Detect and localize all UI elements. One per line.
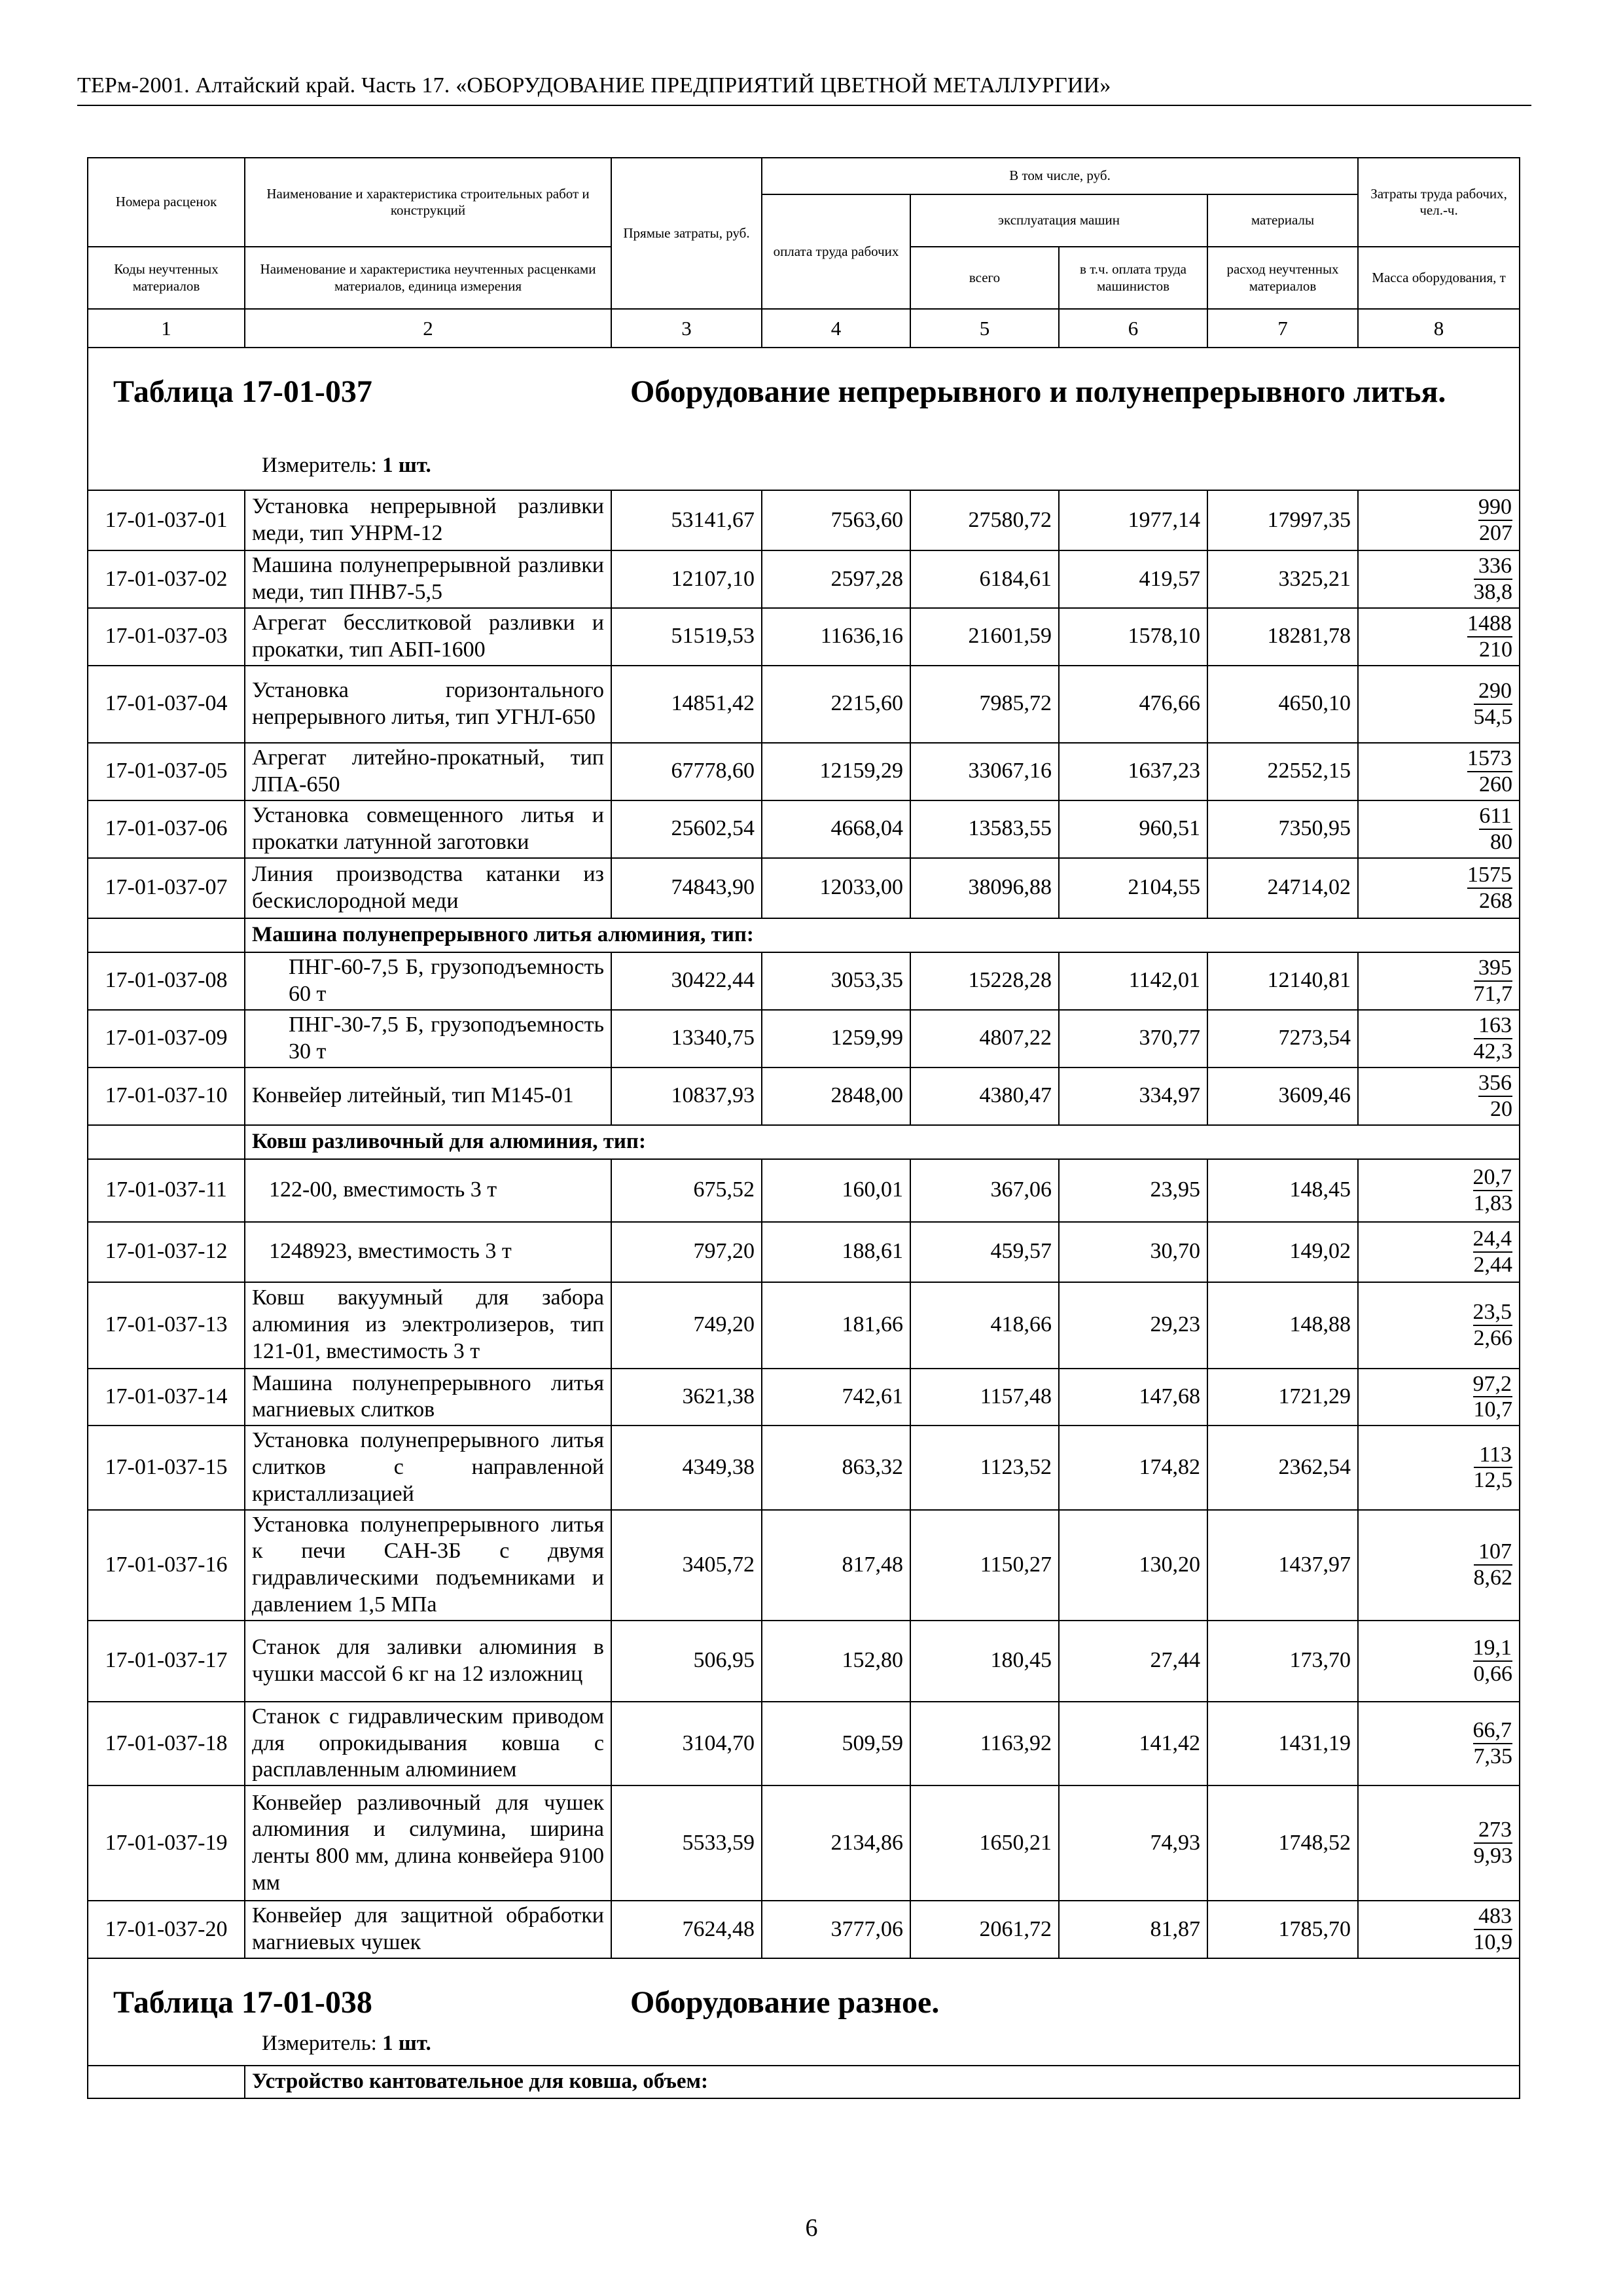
- labor-mass-fraction: [1358, 858, 1520, 918]
- materials-cost: 1437,97: [1207, 1510, 1358, 1621]
- direct-cost: 10837,93: [611, 1067, 762, 1125]
- labor-wages: 3053,35: [762, 952, 910, 1010]
- labor-mass-fraction: [1358, 1222, 1520, 1282]
- rows-group-b: [88, 952, 1520, 1067]
- table-row: [88, 743, 1520, 800]
- materials-cost: 1431,19: [1207, 1702, 1358, 1785]
- materials-cost: 148,88: [1207, 1282, 1358, 1369]
- equipment-mass: 1,83: [1473, 1191, 1513, 1215]
- header-col3: Прямые затраты, руб.: [611, 158, 762, 309]
- operator-wages: 334,97: [1059, 1067, 1207, 1125]
- equipment-mass: 8,62: [1473, 1566, 1513, 1590]
- labor-mass-fraction: [1358, 1702, 1520, 1785]
- labor-hours: 97,2: [1473, 1372, 1513, 1398]
- table-row: [88, 1621, 1520, 1702]
- machine-cost: 418,66: [910, 1282, 1059, 1369]
- operator-wages: 1142,01: [1059, 952, 1207, 1010]
- fraction: [1474, 554, 1513, 603]
- table-row: [88, 666, 1520, 743]
- rate-code: 17-01-037-12: [88, 1222, 245, 1282]
- fraction: [1474, 1014, 1513, 1063]
- labor-hours: 483: [1474, 1905, 1513, 1930]
- rate-code: 17-01-037-06: [88, 800, 245, 858]
- subheading-row: [88, 918, 1520, 952]
- header-materials: материалы: [1207, 194, 1358, 247]
- labor-wages: 188,61: [762, 1222, 910, 1282]
- labor-wages: 3777,06: [762, 1901, 910, 1958]
- direct-cost: 3104,70: [611, 1702, 762, 1785]
- table-37-description: Оборудование непрерывного и полунепрерывного литья.: [630, 374, 1446, 409]
- operator-wages: 1578,10: [1059, 608, 1207, 666]
- materials-cost: 22552,15: [1207, 743, 1358, 800]
- labor-wages: 2848,00: [762, 1067, 910, 1125]
- labor-wages: 12159,29: [762, 743, 910, 800]
- work-name: 1248923, вместимость 3 т: [245, 1222, 611, 1282]
- materials-cost: 17997,35: [1207, 490, 1358, 550]
- operator-wages: 130,20: [1059, 1510, 1207, 1621]
- operator-wages: 1977,14: [1059, 490, 1207, 550]
- equipment-mass: 80: [1490, 829, 1513, 854]
- work-name: ПНГ-30-7,5 Б, грузоподъемность 30 т: [245, 1010, 611, 1067]
- work-name: ПНГ-60-7,5 Б, грузоподъемность 60 т: [245, 952, 611, 1010]
- operator-wages: 74,93: [1059, 1785, 1207, 1901]
- fraction: [1473, 1636, 1513, 1685]
- column-number: 3: [611, 309, 762, 348]
- work-name: Конвейер разливочный для чушек алюминия и силумина, ширина ленты 800 мм, длина конвейера 9100 мм: [245, 1785, 611, 1901]
- labor-hours: 273: [1474, 1818, 1513, 1844]
- operator-wages: 29,23: [1059, 1282, 1207, 1369]
- equipment-mass: 71,7: [1473, 981, 1513, 1006]
- machine-cost: 4380,47: [910, 1067, 1059, 1125]
- rate-code: 17-01-037-05: [88, 743, 245, 800]
- table-row: [88, 1785, 1520, 1901]
- column-number: 2: [245, 309, 611, 348]
- machine-cost: 367,06: [910, 1159, 1059, 1222]
- meter-label: Измеритель:: [262, 454, 377, 477]
- table-38-description: Оборудование разное.: [630, 1984, 940, 2020]
- work-name: Установка совмещенного литья и прокатки латунной заготовки: [245, 800, 611, 858]
- work-name: Ковш вакуумный для забора алюминия из электролизеров, тип 121-01, вместимость 3 т: [245, 1282, 611, 1369]
- rate-code: 17-01-037-17: [88, 1621, 245, 1702]
- machine-cost: 27580,72: [910, 490, 1059, 550]
- rate-code: 17-01-037-07: [88, 858, 245, 918]
- fraction: [1467, 612, 1512, 661]
- rate-code: 17-01-037-20: [88, 1901, 245, 1958]
- column-number: 1: [88, 309, 245, 348]
- rate-code: 17-01-037-08: [88, 952, 245, 1010]
- column-numbers-row: [88, 309, 1520, 348]
- header-col7: расход неучтенных материалов: [1207, 247, 1358, 309]
- direct-cost: 7624,48: [611, 1901, 762, 1958]
- header-col1-top: Номера расценок: [88, 158, 245, 247]
- labor-wages: 509,59: [762, 1702, 910, 1785]
- header-col1-bottom: Коды неучтенных материалов: [88, 247, 245, 309]
- work-name: Конвейер для защитной обработки магниевых чушек: [245, 1901, 611, 1958]
- labor-hours: 395: [1474, 956, 1513, 982]
- labor-mass-fraction: [1358, 1010, 1520, 1067]
- direct-cost: 67778,60: [611, 743, 762, 800]
- table-row: [88, 1222, 1520, 1282]
- header-rule: [77, 105, 1531, 106]
- subheading-aluminium-machine: Машина полунепрерывного литья алюминия, тип:: [245, 918, 1520, 952]
- labor-wages: 11636,16: [762, 608, 910, 666]
- rows-group-d: [88, 1282, 1520, 1958]
- direct-cost: 4349,38: [611, 1426, 762, 1509]
- subheading-row: [88, 1125, 1520, 1159]
- rate-code: 17-01-037-04: [88, 666, 245, 743]
- equipment-mass: 20: [1490, 1096, 1513, 1121]
- table-row: [88, 550, 1520, 608]
- labor-hours: 1488: [1467, 612, 1512, 637]
- table-row: [88, 1010, 1520, 1067]
- operator-wages: 2104,55: [1059, 858, 1207, 918]
- meter-value: 1 шт.: [382, 2031, 431, 2055]
- materials-cost: 173,70: [1207, 1621, 1358, 1702]
- machine-cost: 13583,55: [910, 800, 1059, 858]
- labor-wages: 2134,86: [762, 1785, 910, 1901]
- rate-code: 17-01-037-03: [88, 608, 245, 666]
- labor-wages: 181,66: [762, 1282, 910, 1369]
- operator-wages: 1637,23: [1059, 743, 1207, 800]
- operator-wages: 370,77: [1059, 1010, 1207, 1067]
- labor-mass-fraction: [1358, 1369, 1520, 1426]
- equipment-mass: 210: [1479, 637, 1513, 662]
- table-row: [88, 1159, 1520, 1222]
- operator-wages: 476,66: [1059, 666, 1207, 743]
- direct-cost: 749,20: [611, 1282, 762, 1369]
- operator-wages: 960,51: [1059, 800, 1207, 858]
- machine-cost: 38096,88: [910, 858, 1059, 918]
- labor-hours: 20,7: [1473, 1166, 1513, 1191]
- fraction: [1474, 1818, 1513, 1867]
- rate-code: 17-01-037-19: [88, 1785, 245, 1901]
- labor-mass-fraction: [1358, 1621, 1520, 1702]
- rows-group-a: [88, 490, 1520, 918]
- equipment-mass: 9,93: [1473, 1844, 1513, 1869]
- work-name: Установка полунепрерывного литья слитков с направленной кристаллизацией: [245, 1426, 611, 1509]
- header-col5: всего: [910, 247, 1059, 309]
- materials-cost: 149,02: [1207, 1222, 1358, 1282]
- subheading-tilting-device: Устройство кантовательное для ковша, объем:: [245, 2066, 1520, 2098]
- work-name: Конвейер литейный, тип М145-01: [245, 1067, 611, 1125]
- operator-wages: 27,44: [1059, 1621, 1207, 1702]
- materials-cost: 24714,02: [1207, 858, 1358, 918]
- table-37-heading-row: [88, 348, 1520, 490]
- table-38-title: Таблица 17-01-038: [113, 1984, 372, 2020]
- labor-hours: 66,7: [1473, 1719, 1513, 1744]
- labor-mass-fraction: [1358, 1426, 1520, 1509]
- labor-wages: 742,61: [762, 1369, 910, 1426]
- labor-mass-fraction: [1358, 800, 1520, 858]
- machine-cost: 180,45: [910, 1621, 1059, 1702]
- work-name: Линия производства катанки из бескислородной меди: [245, 858, 611, 918]
- materials-cost: 148,45: [1207, 1159, 1358, 1222]
- labor-wages: 152,80: [762, 1621, 910, 1702]
- labor-hours: 990: [1478, 495, 1512, 521]
- running-header: ТЕРм-2001. Алтайский край. Часть 17. «ОБОРУДОВАНИЕ ПРЕДПРИЯТИЙ ЦВЕТНОЙ МЕТАЛЛУРГИИ»: [77, 73, 1111, 98]
- direct-cost: 25602,54: [611, 800, 762, 858]
- machine-cost: 2061,72: [910, 1901, 1059, 1958]
- meter-value: 1 шт.: [382, 454, 431, 477]
- labor-mass-fraction: [1358, 1159, 1520, 1222]
- materials-cost: 1748,52: [1207, 1785, 1358, 1901]
- machine-cost: 33067,16: [910, 743, 1059, 800]
- direct-cost: 53141,67: [611, 490, 762, 550]
- fraction: [1473, 1166, 1513, 1215]
- labor-hours: 1575: [1467, 863, 1512, 889]
- machine-cost: 1650,21: [910, 1785, 1059, 1901]
- rate-code: 17-01-037-09: [88, 1010, 245, 1067]
- direct-cost: 13340,75: [611, 1010, 762, 1067]
- equipment-mass: 207: [1479, 521, 1513, 545]
- rate-code: 17-01-037-15: [88, 1426, 245, 1509]
- fraction: [1474, 956, 1513, 1005]
- direct-cost: 51519,53: [611, 608, 762, 666]
- fraction: [1479, 804, 1512, 853]
- labor-hours: 1573: [1467, 747, 1512, 772]
- table-row: [88, 1369, 1520, 1426]
- direct-cost: 5533,59: [611, 1785, 762, 1901]
- table-37-title: Таблица 17-01-037: [113, 374, 372, 409]
- subheading-row: [88, 2066, 1520, 2098]
- operator-wages: 147,68: [1059, 1369, 1207, 1426]
- direct-cost: 675,52: [611, 1159, 762, 1222]
- table-row: [88, 952, 1520, 1010]
- machine-cost: 4807,22: [910, 1010, 1059, 1067]
- labor-hours: 163: [1474, 1014, 1513, 1039]
- equipment-mass: 268: [1479, 888, 1513, 913]
- labor-hours: 356: [1478, 1071, 1512, 1097]
- column-number: 4: [762, 309, 910, 348]
- materials-cost: 2362,54: [1207, 1426, 1358, 1509]
- operator-wages: 174,82: [1059, 1426, 1207, 1509]
- labor-wages: 2215,60: [762, 666, 910, 743]
- operator-wages: 23,95: [1059, 1159, 1207, 1222]
- direct-cost: 3405,72: [611, 1510, 762, 1621]
- table-row: [88, 1067, 1520, 1125]
- rate-code: 17-01-037-13: [88, 1282, 245, 1369]
- fraction: [1473, 1300, 1513, 1350]
- labor-wages: 817,48: [762, 1510, 910, 1621]
- header-col8-bottom: Масса оборудования, т: [1358, 247, 1520, 309]
- work-name: Установка непрерывной разливки меди, тип УНРМ-12: [245, 490, 611, 550]
- operator-wages: 81,87: [1059, 1901, 1207, 1958]
- operator-wages: 419,57: [1059, 550, 1207, 608]
- equipment-mass: 10,7: [1473, 1397, 1513, 1422]
- work-name: Установка полунепрерывного литья к печи САН-3Б с двумя гидравлическими подъемниками и давлением 1,5 МПа: [245, 1510, 611, 1621]
- materials-cost: 1785,70: [1207, 1901, 1358, 1958]
- table-row: [88, 858, 1520, 918]
- machine-cost: 7985,72: [910, 666, 1059, 743]
- fraction: [1473, 1719, 1513, 1768]
- fraction: [1478, 495, 1512, 545]
- table-row: [88, 1702, 1520, 1785]
- labor-mass-fraction: [1358, 490, 1520, 550]
- materials-cost: 4650,10: [1207, 666, 1358, 743]
- fraction: [1474, 1905, 1513, 1954]
- table-row: [88, 1282, 1520, 1369]
- labor-hours: 113: [1474, 1443, 1513, 1469]
- equipment-mass: 38,8: [1473, 580, 1513, 604]
- direct-cost: 14851,42: [611, 666, 762, 743]
- labor-hours: 290: [1474, 679, 1513, 705]
- header-col2-top: Наименование и характеристика строительных работ и конструкций: [245, 158, 611, 247]
- labor-wages: 7563,60: [762, 490, 910, 550]
- operator-wages: 141,42: [1059, 1702, 1207, 1785]
- labor-wages: 12033,00: [762, 858, 910, 918]
- work-name: 122-00, вместимость 3 т: [245, 1159, 611, 1222]
- rate-code: 17-01-037-01: [88, 490, 245, 550]
- fraction: [1478, 1071, 1512, 1121]
- labor-mass-fraction: [1358, 1785, 1520, 1901]
- direct-cost: 30422,44: [611, 952, 762, 1010]
- materials-cost: 3325,21: [1207, 550, 1358, 608]
- header-col4: оплата труда рабочих: [762, 194, 910, 309]
- table-38-heading-row: [88, 1958, 1520, 2066]
- fraction: [1474, 679, 1513, 728]
- materials-cost: 1721,29: [1207, 1369, 1358, 1426]
- labor-wages: 863,32: [762, 1426, 910, 1509]
- labor-mass-fraction: [1358, 1901, 1520, 1958]
- labor-hours: 24,4: [1473, 1227, 1513, 1253]
- materials-cost: 18281,78: [1207, 608, 1358, 666]
- labor-mass-fraction: [1358, 1282, 1520, 1369]
- labor-mass-fraction: [1358, 1067, 1520, 1125]
- equipment-mass: 54,5: [1473, 704, 1513, 729]
- column-number: 5: [910, 309, 1059, 348]
- table-37-meter: [262, 453, 431, 479]
- fraction: [1473, 1227, 1513, 1276]
- rate-code: 17-01-037-16: [88, 1510, 245, 1621]
- table-row: [88, 800, 1520, 858]
- labor-mass-fraction: [1358, 743, 1520, 800]
- rows-group-c: [88, 1159, 1520, 1282]
- fraction: [1474, 1540, 1513, 1589]
- equipment-mass: 42,3: [1473, 1039, 1513, 1064]
- work-name: Установка горизонтального непрерывного литья, тип УГНЛ-650: [245, 666, 611, 743]
- fraction: [1467, 863, 1512, 912]
- labor-hours: 107: [1474, 1540, 1513, 1566]
- fraction: [1474, 1443, 1513, 1492]
- table-row: [88, 490, 1520, 550]
- labor-wages: 2597,28: [762, 550, 910, 608]
- header-machines: эксплуатация машин: [910, 194, 1207, 247]
- fraction: [1467, 747, 1512, 796]
- direct-cost: 506,95: [611, 1621, 762, 1702]
- machine-cost: 1123,52: [910, 1426, 1059, 1509]
- materials-cost: 12140,81: [1207, 952, 1358, 1010]
- header-col6: в т.ч. оплата труда машинистов: [1059, 247, 1207, 309]
- rows-group-10: [88, 1067, 1520, 1125]
- work-name: Машина полунепрерывного литья магниевых слитков: [245, 1369, 611, 1426]
- equipment-mass: 12,5: [1473, 1468, 1513, 1493]
- machine-cost: 6184,61: [910, 550, 1059, 608]
- machine-cost: 15228,28: [910, 952, 1059, 1010]
- labor-hours: 23,5: [1473, 1300, 1513, 1326]
- header-group: В том числе, руб.: [762, 158, 1358, 194]
- table-row: [88, 1426, 1520, 1509]
- operator-wages: 30,70: [1059, 1222, 1207, 1282]
- column-number: 6: [1059, 309, 1207, 348]
- equipment-mass: 2,66: [1473, 1325, 1513, 1350]
- price-table: [87, 157, 1520, 2099]
- labor-wages: 1259,99: [762, 1010, 910, 1067]
- equipment-mass: 7,35: [1473, 1744, 1513, 1768]
- fraction: [1473, 1372, 1513, 1422]
- work-name: Станок для заливки алюминия в чушки массой 6 кг на 12 изложниц: [245, 1621, 611, 1702]
- machine-cost: 459,57: [910, 1222, 1059, 1282]
- subheading-ladle: Ковш разливочный для алюминия, тип:: [245, 1125, 1520, 1159]
- equipment-mass: 0,66: [1473, 1661, 1513, 1686]
- labor-mass-fraction: [1358, 608, 1520, 666]
- materials-cost: 3609,46: [1207, 1067, 1358, 1125]
- labor-mass-fraction: [1358, 666, 1520, 743]
- machine-cost: 1163,92: [910, 1702, 1059, 1785]
- equipment-mass: 2,44: [1473, 1252, 1513, 1277]
- rate-code: 17-01-037-02: [88, 550, 245, 608]
- materials-cost: 7350,95: [1207, 800, 1358, 858]
- page-number: 6: [805, 2214, 818, 2242]
- direct-cost: 74843,90: [611, 858, 762, 918]
- equipment-mass: 10,9: [1473, 1929, 1513, 1954]
- materials-cost: 7273,54: [1207, 1010, 1358, 1067]
- column-number: 7: [1207, 309, 1358, 348]
- work-name: Агрегат бесслитковой разливки и прокатки, тип АБП-1600: [245, 608, 611, 666]
- work-name: Агрегат литейно-прокатный, тип ЛПА-650: [245, 743, 611, 800]
- rate-code: 17-01-037-10: [88, 1067, 245, 1125]
- labor-wages: 160,01: [762, 1159, 910, 1222]
- labor-mass-fraction: [1358, 550, 1520, 608]
- table-row: [88, 1510, 1520, 1621]
- direct-cost: 12107,10: [611, 550, 762, 608]
- direct-cost: 797,20: [611, 1222, 762, 1282]
- work-name: Машина полунепрерывной разливки меди, тип ПНВ7-5,5: [245, 550, 611, 608]
- work-name: Станок с гидравлическим приводом для опрокидывания ковша с расплавленным алюминием: [245, 1702, 611, 1785]
- labor-mass-fraction: [1358, 1510, 1520, 1621]
- machine-cost: 21601,59: [910, 608, 1059, 666]
- machine-cost: 1157,48: [910, 1369, 1059, 1426]
- header-col8-top: Затраты труда рабочих, чел.-ч.: [1358, 158, 1520, 247]
- column-number: 8: [1358, 309, 1520, 348]
- labor-hours: 19,1: [1473, 1636, 1513, 1662]
- labor-wages: 4668,04: [762, 800, 910, 858]
- rate-code: 17-01-037-18: [88, 1702, 245, 1785]
- table-row: [88, 1901, 1520, 1958]
- rate-code: 17-01-037-11: [88, 1159, 245, 1222]
- rate-code: 17-01-037-14: [88, 1369, 245, 1426]
- table-38-meter: [262, 2031, 431, 2057]
- meter-label: Измеритель:: [262, 2031, 377, 2055]
- machine-cost: 1150,27: [910, 1510, 1059, 1621]
- labor-hours: 336: [1474, 554, 1513, 580]
- labor-mass-fraction: [1358, 952, 1520, 1010]
- equipment-mass: 260: [1479, 772, 1513, 797]
- labor-hours: 611: [1479, 804, 1512, 830]
- header-col2-bottom: Наименование и характеристика неучтенных расценками материалов, единица измерения: [245, 247, 611, 309]
- direct-cost: 3621,38: [611, 1369, 762, 1426]
- table-row: [88, 608, 1520, 666]
